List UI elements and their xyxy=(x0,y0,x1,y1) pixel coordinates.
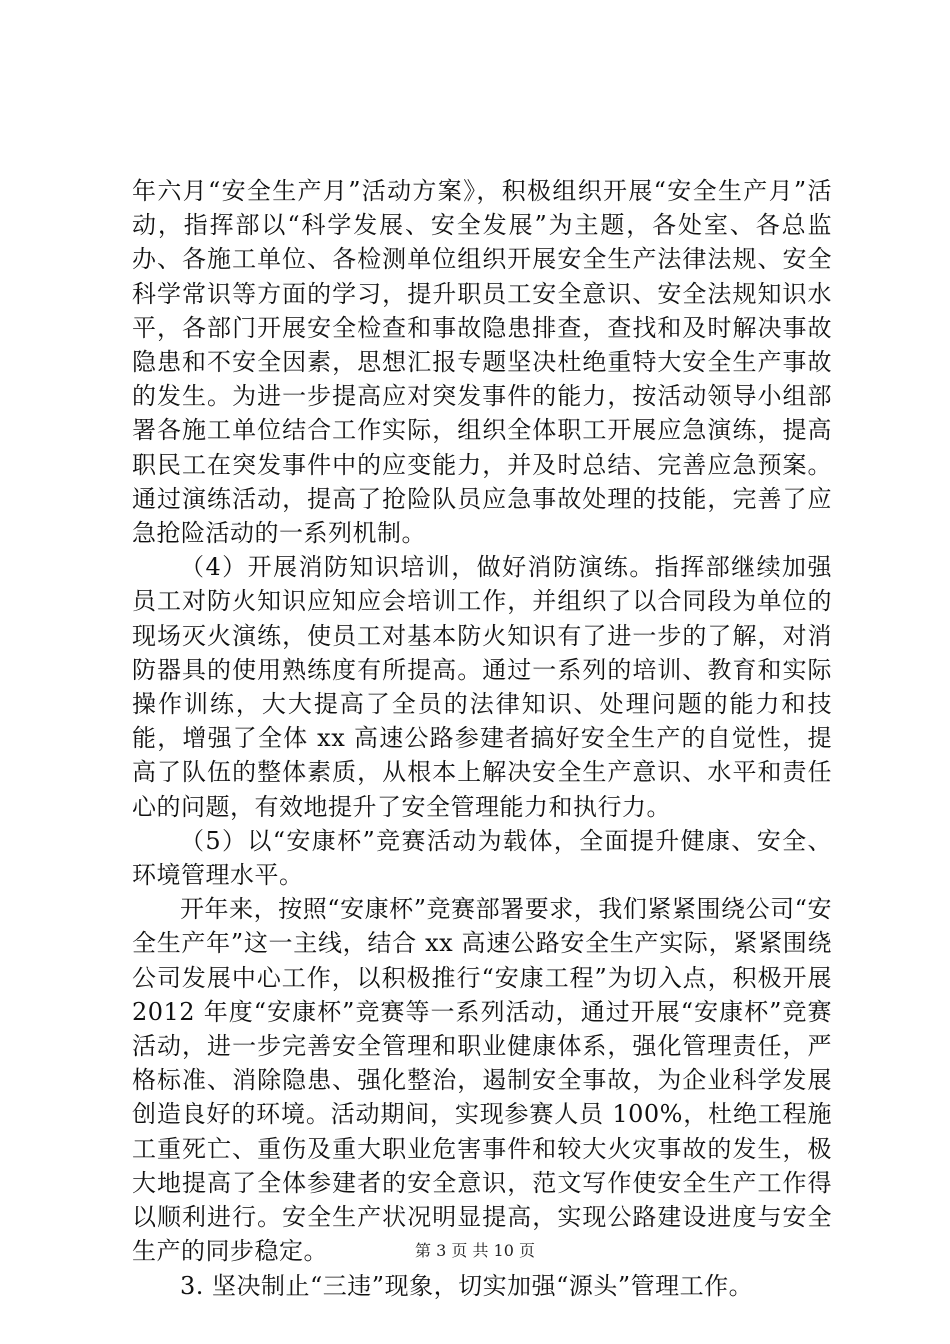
paragraph-fire-training: （4）开展消防知识培训，做好消防演练。指挥部继续加强员工对防火知识应知应会培训工作，并组织了以合同段为单位的现场灭火演练，使员工对基本防火知识有了进一步的了解，对消防器具的使用熟练度有所提高。通过一系列的培训、教育和实际操作训练，大大提高了全员的法律知识、处理问题的能力和技能，增强了全体 xx 高速公路参建者搞好安全生产的自觉性，提高了队伍的整体素质，从根本上解决安全生产意识、水平和责任心的问题，有效地提升了安全管理能力和执行力。 xyxy=(132,553,832,821)
paragraph-activity-plan: 年六月“安全生产月”活动方案》，积极组织开展“安全生产月”活动，指挥部以“科学发展、安全发展”为主题，各处室、各总监办、各施工单位、各检测单位组织开展安全生产法律法规、安全科学常识等方面的学习，提升职员工安全意识、安全法规知识水平，各部门开展安全检查和事故隐患排查，查找和及时解决事故隐患和不安全因素，思想汇报专题坚决杜绝重特大安全生产事故的发生。为进一步提高应对突发事件的能力，按活动领导小组部署各施工单位结合工作实际，组织全体职工开展应急演练，提高职民工在突发事件中的应变能力，并及时总结、完善应急预案。通过演练活动，提高了抢险队员应急事故处理的技能，完善了应急抢险活动的一系列机制。 xyxy=(132,177,832,548)
page-number-footer: 第 3 页 共 10 页 xyxy=(415,1241,535,1260)
paragraph-section-3: 3. 坚决制止“三违”现象，切实加强“源头”管理工作。 xyxy=(180,1271,754,1300)
paragraph-ankang-heading: （5）以“安康杯”竞赛活动为载体，全面提升健康、安全、环境管理水平。 xyxy=(132,826,832,890)
paragraph-ankang-competition: 开年来，按照“安康杯”竞赛部署要求，我们紧紧围绕公司“安全生产年”这一主线，结合 xx 高速公路安全生产实际，紧紧围绕公司发展中心工作，以积极推行“安康工程”为切入点，积极开展2012 年度“安康杯”竞赛等一系列活动，通过开展“安康杯”竞赛活动，进一步完善安全管理和职业健康体系，强化管理责任，严格标准、消除隐患、强化整治，遏制安全事故，为企业科学发展创造良好的环境。活动期间，实现参赛人员 100%，杜绝工程施工重死亡、重伤及重大职业危害事件和较大火灾事故的发生，极大地提高了全体参建者的安全意识，范文写作使安全生产工作得以顺利进行。安全生产状况明显提高，实现公路建设进度与安全生产的同步稳定。 xyxy=(132,895,832,1266)
document-body xyxy=(132,174,832,1303)
